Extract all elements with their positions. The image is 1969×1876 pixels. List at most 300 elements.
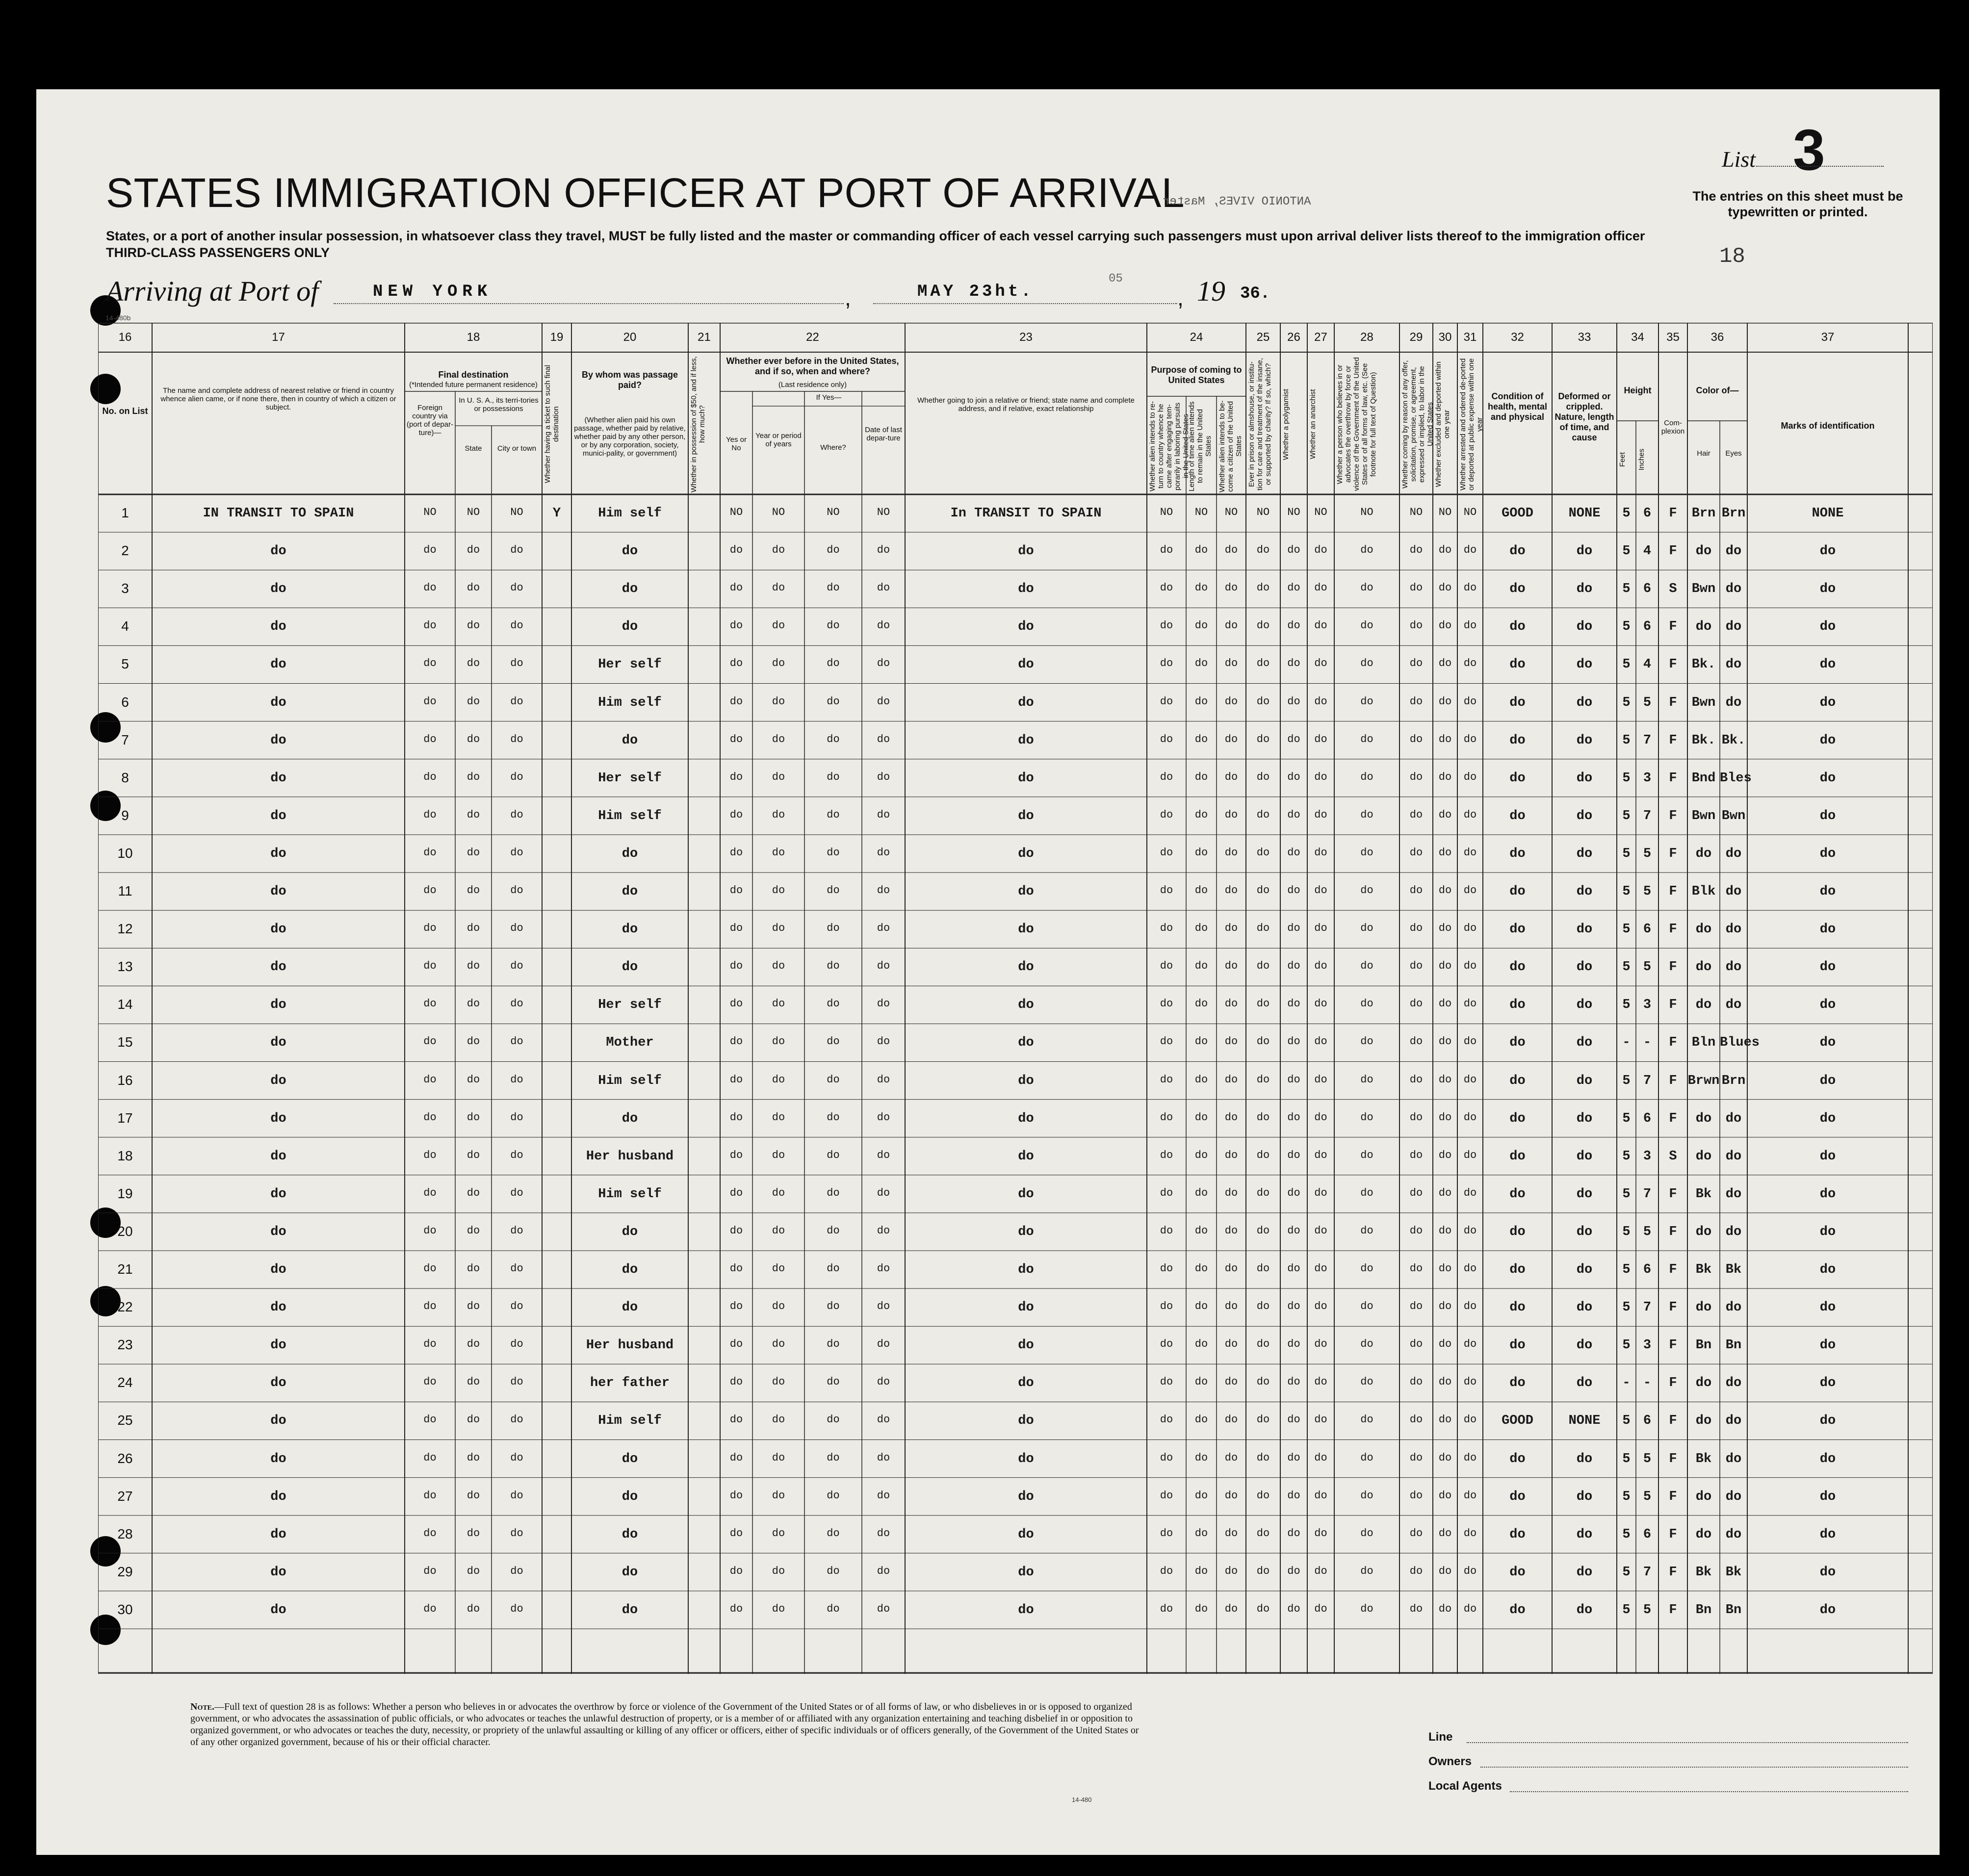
cell-ft: 5 bbox=[1622, 1565, 1631, 1580]
cell-c22c: do bbox=[827, 1413, 840, 1426]
cell-c37: do bbox=[1819, 771, 1836, 786]
header-if-yes: If Yes— bbox=[816, 393, 842, 402]
cell-c24a: do bbox=[1160, 1300, 1173, 1313]
cell-c30: do bbox=[1438, 582, 1452, 594]
cell-c22a: do bbox=[729, 1376, 743, 1388]
header-purpose-a: Whether alien intends to re-turn to country whence he came after engaging tem-porarily in laboring pursuits in the United States bbox=[1148, 401, 1190, 492]
cell-c22a: do bbox=[729, 1527, 743, 1540]
cell-c31: do bbox=[1463, 1073, 1477, 1086]
cell-eyes: Bn bbox=[1725, 1338, 1742, 1353]
cell-c22c: do bbox=[827, 960, 840, 973]
header-feet: Feet bbox=[1618, 452, 1627, 467]
header-final-destination: Final destination bbox=[438, 370, 509, 380]
cell-c27: do bbox=[1314, 1338, 1327, 1351]
cell-c29: do bbox=[1409, 1300, 1423, 1313]
row-number: 13 bbox=[117, 959, 133, 975]
cell-c31: do bbox=[1463, 1224, 1477, 1237]
cell-c35: F bbox=[1669, 1224, 1677, 1239]
cell-in: 5 bbox=[1643, 846, 1652, 861]
cell-c18b: do bbox=[466, 1451, 480, 1464]
cell-c26: do bbox=[1287, 1565, 1300, 1577]
cell-c26: do bbox=[1287, 1376, 1300, 1388]
cell-c22d: NO bbox=[877, 506, 890, 518]
cell-c30: do bbox=[1438, 1149, 1452, 1161]
cell-c37: do bbox=[1819, 1489, 1836, 1504]
cell-c22a: do bbox=[729, 1111, 743, 1124]
cell-c23: do bbox=[1018, 1413, 1034, 1429]
cell-c20: do bbox=[622, 1262, 638, 1277]
cell-c24b: do bbox=[1194, 1300, 1208, 1313]
cell-c32: do bbox=[1509, 582, 1526, 597]
cell-c22b: do bbox=[772, 1300, 785, 1313]
cell-c26: do bbox=[1287, 771, 1300, 783]
cell-c18c: do bbox=[510, 544, 523, 557]
cell-c25: do bbox=[1256, 1224, 1270, 1237]
cell-c35: S bbox=[1669, 582, 1677, 597]
header-where: Where? bbox=[820, 443, 846, 452]
cell-c18a: do bbox=[423, 1224, 437, 1237]
cell-c26: do bbox=[1287, 733, 1300, 745]
cell-c23: do bbox=[1018, 960, 1034, 975]
cell-c18a: do bbox=[423, 1186, 437, 1199]
cell-c22a: do bbox=[729, 960, 743, 973]
cell-c24b: do bbox=[1194, 1489, 1208, 1502]
cell-c33: do bbox=[1576, 922, 1593, 937]
cell-c18b: do bbox=[466, 695, 480, 708]
cell-c24a: do bbox=[1160, 657, 1173, 670]
cell-c24c: do bbox=[1224, 1376, 1238, 1388]
cell-c17: do bbox=[270, 808, 286, 823]
cell-c30: do bbox=[1438, 1565, 1452, 1577]
cell-c18c: do bbox=[510, 1035, 523, 1048]
cell-c32: do bbox=[1509, 1073, 1526, 1088]
cell-c22d: do bbox=[877, 582, 890, 594]
cell-c24b: do bbox=[1194, 695, 1208, 708]
cell-c26: do bbox=[1287, 922, 1300, 935]
cell-eyes: do bbox=[1725, 657, 1742, 672]
cell-c24a: do bbox=[1160, 1565, 1173, 1577]
row-number: 11 bbox=[118, 883, 132, 899]
cell-c28: do bbox=[1360, 808, 1373, 821]
cell-c23: do bbox=[1018, 771, 1034, 786]
cell-c24a: do bbox=[1160, 1338, 1173, 1351]
cell-c25: do bbox=[1256, 1451, 1270, 1464]
cell-c17: do bbox=[270, 846, 286, 861]
cell-c33: do bbox=[1576, 1073, 1593, 1088]
cell-c20: do bbox=[622, 582, 638, 597]
cell-c24c: do bbox=[1224, 1111, 1238, 1124]
cell-eyes: do bbox=[1725, 1376, 1742, 1391]
cell-c18a: do bbox=[423, 1262, 437, 1275]
header-anarchist: Whether an anarchist bbox=[1309, 389, 1317, 460]
comma: , bbox=[1177, 285, 1184, 310]
cell-c24a: do bbox=[1160, 808, 1173, 821]
cell-hair: do bbox=[1695, 1149, 1712, 1164]
cell-c27: do bbox=[1314, 960, 1327, 973]
cell-hair: Bn bbox=[1695, 1338, 1712, 1353]
cell-c18c: do bbox=[510, 1224, 523, 1237]
row-number: 9 bbox=[121, 807, 129, 823]
cell-c18c: do bbox=[510, 1073, 523, 1086]
cell-c33: do bbox=[1576, 582, 1593, 597]
page-title: STATES IMMIGRATION OFFICER AT PORT OF ARRIVAL bbox=[106, 170, 1185, 216]
cell-c35: F bbox=[1669, 1186, 1677, 1202]
header-q31: Whether arrested and ordered de-ported or deported at public expense within one year bbox=[1459, 358, 1484, 490]
header-ever-before: Whether ever before in the United States, and if so, when and where? bbox=[726, 356, 899, 376]
cell-c33: do bbox=[1576, 1489, 1593, 1504]
cell-ft: 5 bbox=[1622, 733, 1631, 748]
cell-c32: do bbox=[1509, 960, 1526, 975]
cell-c18c: do bbox=[510, 1262, 523, 1275]
cell-c29: do bbox=[1409, 1262, 1423, 1275]
cell-c20: do bbox=[622, 1300, 638, 1315]
row-number: 6 bbox=[121, 694, 129, 710]
cell-ft: 5 bbox=[1622, 1111, 1631, 1126]
cell-c20: do bbox=[622, 733, 638, 748]
cell-c31: do bbox=[1463, 998, 1477, 1010]
cell-c18b: do bbox=[466, 1413, 480, 1426]
cell-c29: do bbox=[1409, 695, 1423, 708]
cell-c22c: do bbox=[827, 1602, 840, 1615]
cell-in: 7 bbox=[1643, 808, 1652, 823]
header-height: Height bbox=[1624, 385, 1652, 395]
cell-ft: 5 bbox=[1622, 884, 1631, 899]
cell-c23: do bbox=[1018, 1300, 1034, 1315]
cell-c18c: do bbox=[510, 657, 523, 670]
cell-c22b: do bbox=[772, 582, 785, 594]
cell-c26: do bbox=[1287, 1300, 1300, 1313]
cell-c23: do bbox=[1018, 1602, 1034, 1618]
cell-ft: - bbox=[1622, 1376, 1631, 1391]
cell-hair: do bbox=[1695, 846, 1712, 861]
cell-c24b: do bbox=[1194, 960, 1208, 973]
cell-c23: do bbox=[1018, 657, 1034, 672]
cell-c17: do bbox=[270, 1111, 286, 1126]
cell-c31: do bbox=[1463, 1035, 1477, 1048]
cell-c22d: do bbox=[877, 808, 890, 821]
cell-c18c: do bbox=[510, 1565, 523, 1577]
cell-c33: do bbox=[1576, 695, 1593, 710]
cell-c33: do bbox=[1576, 1111, 1593, 1126]
cell-c24c: NO bbox=[1224, 506, 1238, 518]
cell-c29: do bbox=[1409, 1565, 1423, 1577]
cell-ft: 5 bbox=[1622, 808, 1631, 823]
cell-c29: do bbox=[1409, 1376, 1423, 1388]
cell-c25: do bbox=[1256, 582, 1270, 594]
cell-c33: do bbox=[1576, 544, 1593, 559]
cell-c32: do bbox=[1509, 1338, 1526, 1353]
cell-c18b: do bbox=[466, 960, 480, 973]
cell-c24a: do bbox=[1160, 1489, 1173, 1502]
cell-c17: do bbox=[270, 998, 286, 1013]
cell-c24b: do bbox=[1194, 1602, 1208, 1615]
cell-c17: do bbox=[270, 922, 286, 937]
cell-c18c: do bbox=[510, 1413, 523, 1426]
cell-c22c: do bbox=[827, 1073, 840, 1086]
cell-c17: do bbox=[270, 1565, 286, 1580]
cell-c22c: do bbox=[827, 1489, 840, 1502]
cell-c22b: do bbox=[772, 695, 785, 708]
cell-c24b: do bbox=[1194, 1111, 1208, 1124]
cell-c27: do bbox=[1314, 1413, 1327, 1426]
cell-c24a: do bbox=[1160, 1413, 1173, 1426]
cell-c24a: do bbox=[1160, 1073, 1173, 1086]
cell-c28: do bbox=[1360, 922, 1373, 935]
cell-c22b: do bbox=[772, 1565, 785, 1577]
cell-c32: GOOD bbox=[1502, 506, 1533, 521]
cell-c31: do bbox=[1463, 771, 1477, 783]
cell-c27: do bbox=[1314, 1149, 1327, 1161]
cell-c24a: do bbox=[1160, 884, 1173, 897]
cell-c18c: do bbox=[510, 771, 523, 783]
cell-c18b: do bbox=[466, 657, 480, 670]
cell-c25: do bbox=[1256, 846, 1270, 859]
row-number: 5 bbox=[121, 656, 129, 672]
cell-c24c: do bbox=[1224, 960, 1238, 973]
cell-c25: do bbox=[1256, 619, 1270, 632]
header-yes-or-no: Yes or No bbox=[726, 436, 747, 452]
cell-c22c: do bbox=[827, 998, 840, 1010]
header-purpose-b: Length of time alien intends to remain in the United States bbox=[1188, 401, 1213, 491]
cell-c24c: do bbox=[1224, 1035, 1238, 1048]
cell-c30: do bbox=[1438, 1413, 1452, 1426]
cell-c17: do bbox=[270, 1186, 286, 1202]
cell-c18c: do bbox=[510, 960, 523, 973]
column-number-23: 23 bbox=[1019, 331, 1033, 344]
cell-c22c: do bbox=[827, 1451, 840, 1464]
cell-c26: do bbox=[1287, 657, 1300, 670]
cell-c26: do bbox=[1287, 846, 1300, 859]
instructions-text: States, or a port of another insular possession, in whatsoever class they travel, MUST be fully listed and the master or commanding officer of each vessel carrying such passengers must upon arrival deliver lists thereof to the immigration officer bbox=[106, 229, 1645, 243]
cell-c28: do bbox=[1360, 733, 1373, 745]
cell-c24c: do bbox=[1224, 922, 1238, 935]
cell-c22b: do bbox=[772, 846, 785, 859]
cell-c22c: do bbox=[827, 1376, 840, 1388]
cell-in: 7 bbox=[1643, 1565, 1652, 1580]
cell-c18b: do bbox=[466, 771, 480, 783]
cell-c22d: do bbox=[877, 657, 890, 670]
column-number-21: 21 bbox=[698, 331, 711, 344]
cell-c32: do bbox=[1509, 884, 1526, 899]
cell-c30: do bbox=[1438, 846, 1452, 859]
cell-c28: do bbox=[1360, 1338, 1373, 1351]
cell-c23: do bbox=[1018, 695, 1034, 710]
cell-c33: do bbox=[1576, 771, 1593, 786]
cell-c18a: do bbox=[423, 1376, 437, 1388]
column-number-31: 31 bbox=[1463, 331, 1477, 344]
cell-c29: do bbox=[1409, 1413, 1423, 1426]
cell-ft: 5 bbox=[1622, 544, 1631, 559]
cell-c28: do bbox=[1360, 846, 1373, 859]
cell-in: 3 bbox=[1643, 998, 1652, 1013]
cell-hair: Bnd bbox=[1691, 771, 1716, 786]
cell-c25: do bbox=[1256, 1073, 1270, 1086]
cell-c24a: do bbox=[1160, 1451, 1173, 1464]
cell-c20: do bbox=[622, 1489, 638, 1504]
cell-hair: Bk bbox=[1695, 1565, 1712, 1580]
cell-c33: do bbox=[1576, 846, 1593, 861]
cell-c33: do bbox=[1576, 1338, 1593, 1353]
column-number-25: 25 bbox=[1256, 331, 1270, 344]
cell-c22c: do bbox=[827, 1527, 840, 1540]
cell-c17: do bbox=[270, 1527, 286, 1542]
cell-c22b: do bbox=[772, 884, 785, 897]
row-number: 29 bbox=[117, 1564, 133, 1579]
cell-c31: do bbox=[1463, 1565, 1477, 1577]
cell-c31: do bbox=[1463, 657, 1477, 670]
cell-c30: do bbox=[1438, 771, 1452, 783]
cell-c22d: do bbox=[877, 922, 890, 935]
cell-c22d: do bbox=[877, 1451, 890, 1464]
cell-c24a: do bbox=[1160, 960, 1173, 973]
cell-c22c: do bbox=[827, 1262, 840, 1275]
cell-in: 7 bbox=[1643, 733, 1652, 748]
cell-c22d: do bbox=[877, 1489, 890, 1502]
cell-c18b: do bbox=[466, 619, 480, 632]
cell-c28: do bbox=[1360, 1149, 1373, 1161]
column-number-26: 26 bbox=[1287, 331, 1300, 344]
cell-c24c: do bbox=[1224, 544, 1238, 557]
cell-c25: do bbox=[1256, 1111, 1270, 1124]
cell-c22a: do bbox=[729, 619, 743, 632]
cell-c33: do bbox=[1576, 1565, 1593, 1580]
cell-c30: do bbox=[1438, 922, 1452, 935]
cell-c24a: do bbox=[1160, 771, 1173, 783]
row-number: 24 bbox=[117, 1375, 133, 1390]
cell-c18c: do bbox=[510, 733, 523, 745]
cell-c18b: do bbox=[466, 884, 480, 897]
cell-c33: do bbox=[1576, 1527, 1593, 1542]
cell-c32: do bbox=[1509, 1262, 1526, 1277]
cell-eyes: do bbox=[1725, 1527, 1742, 1542]
cell-c18a: do bbox=[423, 1489, 437, 1502]
cell-c32: do bbox=[1509, 922, 1526, 937]
cell-c18a: do bbox=[423, 1413, 437, 1426]
cell-eyes: Blues bbox=[1720, 1035, 1760, 1051]
cell-c30: do bbox=[1438, 657, 1452, 670]
cell-c35: F bbox=[1669, 846, 1677, 861]
cell-c27: do bbox=[1314, 1262, 1327, 1275]
cell-eyes: do bbox=[1725, 998, 1742, 1013]
cell-c22b: do bbox=[772, 1602, 785, 1615]
cell-c27: do bbox=[1314, 1186, 1327, 1199]
cell-ft: 5 bbox=[1622, 1224, 1631, 1239]
cell-c22d: do bbox=[877, 1111, 890, 1124]
cell-c22b: NO bbox=[772, 506, 785, 518]
cell-c18c: do bbox=[510, 846, 523, 859]
cell-c25: do bbox=[1256, 808, 1270, 821]
cell-c30: do bbox=[1438, 998, 1452, 1010]
cell-c27: do bbox=[1314, 1602, 1327, 1615]
cell-in: 6 bbox=[1643, 582, 1652, 597]
cell-c22a: do bbox=[729, 884, 743, 897]
cell-c22b: do bbox=[772, 619, 785, 632]
cell-c35: F bbox=[1669, 960, 1677, 975]
cell-c18a: do bbox=[423, 922, 437, 935]
cell-c18c: do bbox=[510, 619, 523, 632]
cell-c31: do bbox=[1463, 1451, 1477, 1464]
row-number: 23 bbox=[117, 1337, 133, 1353]
cell-c22a: do bbox=[729, 1224, 743, 1237]
cell-c37: do bbox=[1819, 582, 1836, 597]
cell-c23: do bbox=[1018, 922, 1034, 937]
cell-c18a: do bbox=[423, 619, 437, 632]
cell-eyes: Bk bbox=[1725, 1262, 1742, 1277]
cell-c20: Her self bbox=[598, 998, 662, 1013]
cell-c22b: do bbox=[772, 1376, 785, 1388]
cell-c31: do bbox=[1463, 1413, 1477, 1426]
header-ever-before-note: (Last residence only) bbox=[778, 381, 847, 389]
cell-c37: do bbox=[1819, 808, 1836, 823]
cell-c22c: do bbox=[827, 1035, 840, 1048]
row-number: 28 bbox=[117, 1526, 133, 1542]
header-by-whom-paid: By whom was passage paid? bbox=[581, 370, 678, 390]
cell-c17: do bbox=[270, 1376, 286, 1391]
cell-c23: do bbox=[1018, 1565, 1034, 1580]
cell-c23: do bbox=[1018, 884, 1034, 899]
cell-c37: do bbox=[1819, 1413, 1836, 1429]
cell-c28: do bbox=[1360, 544, 1373, 557]
cell-c24b: do bbox=[1194, 733, 1208, 745]
cell-c22b: do bbox=[772, 1111, 785, 1124]
cell-in: 4 bbox=[1643, 657, 1652, 672]
cell-c26: NO bbox=[1287, 506, 1300, 518]
cell-eyes: do bbox=[1725, 544, 1742, 559]
row-number: 10 bbox=[117, 845, 133, 861]
cell-c18a: do bbox=[423, 1300, 437, 1313]
cell-c24b: NO bbox=[1194, 506, 1208, 518]
cell-c17: do bbox=[270, 1489, 286, 1504]
row-number: 4 bbox=[121, 618, 129, 634]
cell-ft: 5 bbox=[1622, 506, 1631, 521]
cell-c37: do bbox=[1819, 922, 1836, 937]
cell-c22a: do bbox=[729, 1338, 743, 1351]
cell-in: 6 bbox=[1643, 1111, 1652, 1126]
cell-c32: do bbox=[1509, 1111, 1526, 1126]
cell-ft: 5 bbox=[1622, 846, 1631, 861]
cell-hair: Bwn bbox=[1691, 695, 1716, 710]
cell-c17: do bbox=[270, 884, 286, 899]
cell-c24b: do bbox=[1194, 1451, 1208, 1464]
cell-hair: Bn bbox=[1695, 1602, 1712, 1618]
cell-c24a: do bbox=[1160, 1186, 1173, 1199]
column-number-30: 30 bbox=[1438, 331, 1452, 344]
cell-c27: do bbox=[1314, 657, 1327, 670]
cell-in: 7 bbox=[1643, 1073, 1652, 1088]
cell-c32: do bbox=[1509, 1300, 1526, 1315]
cell-c24b: do bbox=[1194, 582, 1208, 594]
arrival-date: MAY 23ht. bbox=[917, 283, 1034, 301]
cell-c24a: do bbox=[1160, 922, 1173, 935]
cell-c37: do bbox=[1819, 1149, 1836, 1164]
column-number-19: 19 bbox=[550, 331, 564, 344]
cell-c22d: do bbox=[877, 1338, 890, 1351]
cell-c24c: do bbox=[1224, 1565, 1238, 1577]
cell-c24b: do bbox=[1194, 1376, 1208, 1388]
cell-c24b: do bbox=[1194, 544, 1208, 557]
arriving-label: Arriving at Port of bbox=[106, 275, 319, 307]
cell-hair: do bbox=[1695, 1111, 1712, 1126]
cell-c22d: do bbox=[877, 884, 890, 897]
header-polygamist: Whether a polygamist bbox=[1282, 388, 1290, 460]
cell-eyes: Bles bbox=[1720, 771, 1752, 786]
column-number-37: 37 bbox=[1821, 331, 1835, 344]
cell-c23: In TRANSIT TO SPAIN bbox=[950, 506, 1102, 521]
cell-c22d: do bbox=[877, 1224, 890, 1237]
header-purpose-c: Whether alien intends to be-come a citizen of the United States bbox=[1218, 400, 1243, 492]
cell-c17: do bbox=[270, 1035, 286, 1051]
cell-c18b: do bbox=[466, 1300, 480, 1313]
